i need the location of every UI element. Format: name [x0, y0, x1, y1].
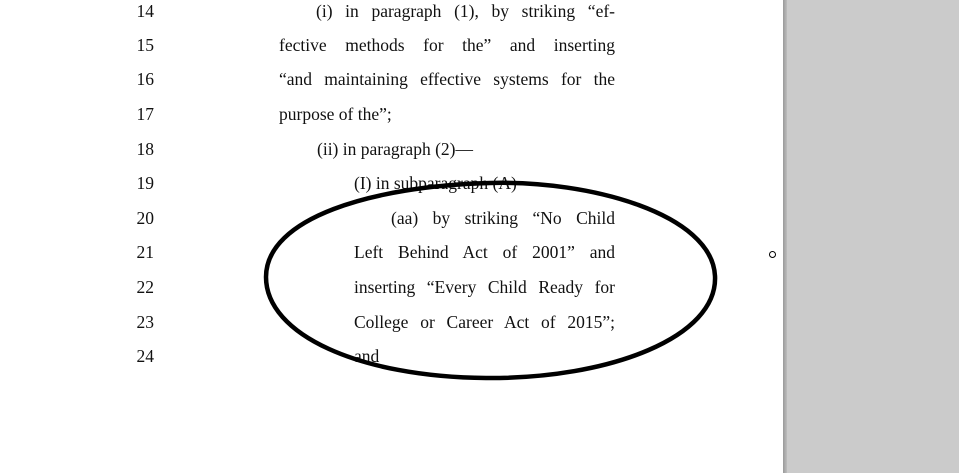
- document-line: [0, 311, 783, 345]
- line-text: and: [354, 346, 380, 366]
- line-number: 16: [136, 69, 154, 89]
- document-line: [0, 103, 783, 137]
- line-text: (ii) in paragraph (2)—: [317, 139, 473, 159]
- line-number: 22: [136, 277, 154, 297]
- document-line: [0, 34, 783, 68]
- document-line: [0, 345, 783, 379]
- document-line: [0, 207, 783, 241]
- cursor-dot-icon: [769, 251, 776, 258]
- line-text: (I) in subparagraph (A)—: [354, 173, 535, 193]
- document-line: [0, 172, 783, 206]
- line-text: fective methods for the” and inserting: [279, 35, 615, 55]
- line-text: “and maintaining effective systems for the: [279, 69, 615, 89]
- viewer-gutter: [787, 0, 959, 473]
- line-number: 24: [136, 346, 154, 366]
- line-number: 23: [136, 312, 154, 332]
- line-number: 15: [136, 35, 154, 55]
- document-line: [0, 241, 783, 275]
- document-line: [0, 138, 783, 172]
- line-text: inserting “Every Child Ready for: [354, 277, 615, 297]
- line-number: 17: [136, 104, 154, 124]
- line-text: (i) in paragraph (1), by striking “ef-: [316, 1, 615, 21]
- line-text: College or Career Act of 2015”;: [354, 312, 615, 332]
- line-number: 20: [136, 208, 154, 228]
- line-number: 14: [136, 1, 154, 21]
- line-number: 19: [136, 173, 154, 193]
- line-text: (aa) by striking “No Child: [391, 208, 615, 228]
- document-line: [0, 68, 783, 102]
- line-text: purpose of the”;: [279, 104, 392, 124]
- document-line: [0, 276, 783, 310]
- line-number: 21: [136, 242, 154, 262]
- document-line: [0, 0, 783, 34]
- line-text: Left Behind Act of 2001” and: [354, 242, 615, 262]
- line-number: 18: [136, 139, 154, 159]
